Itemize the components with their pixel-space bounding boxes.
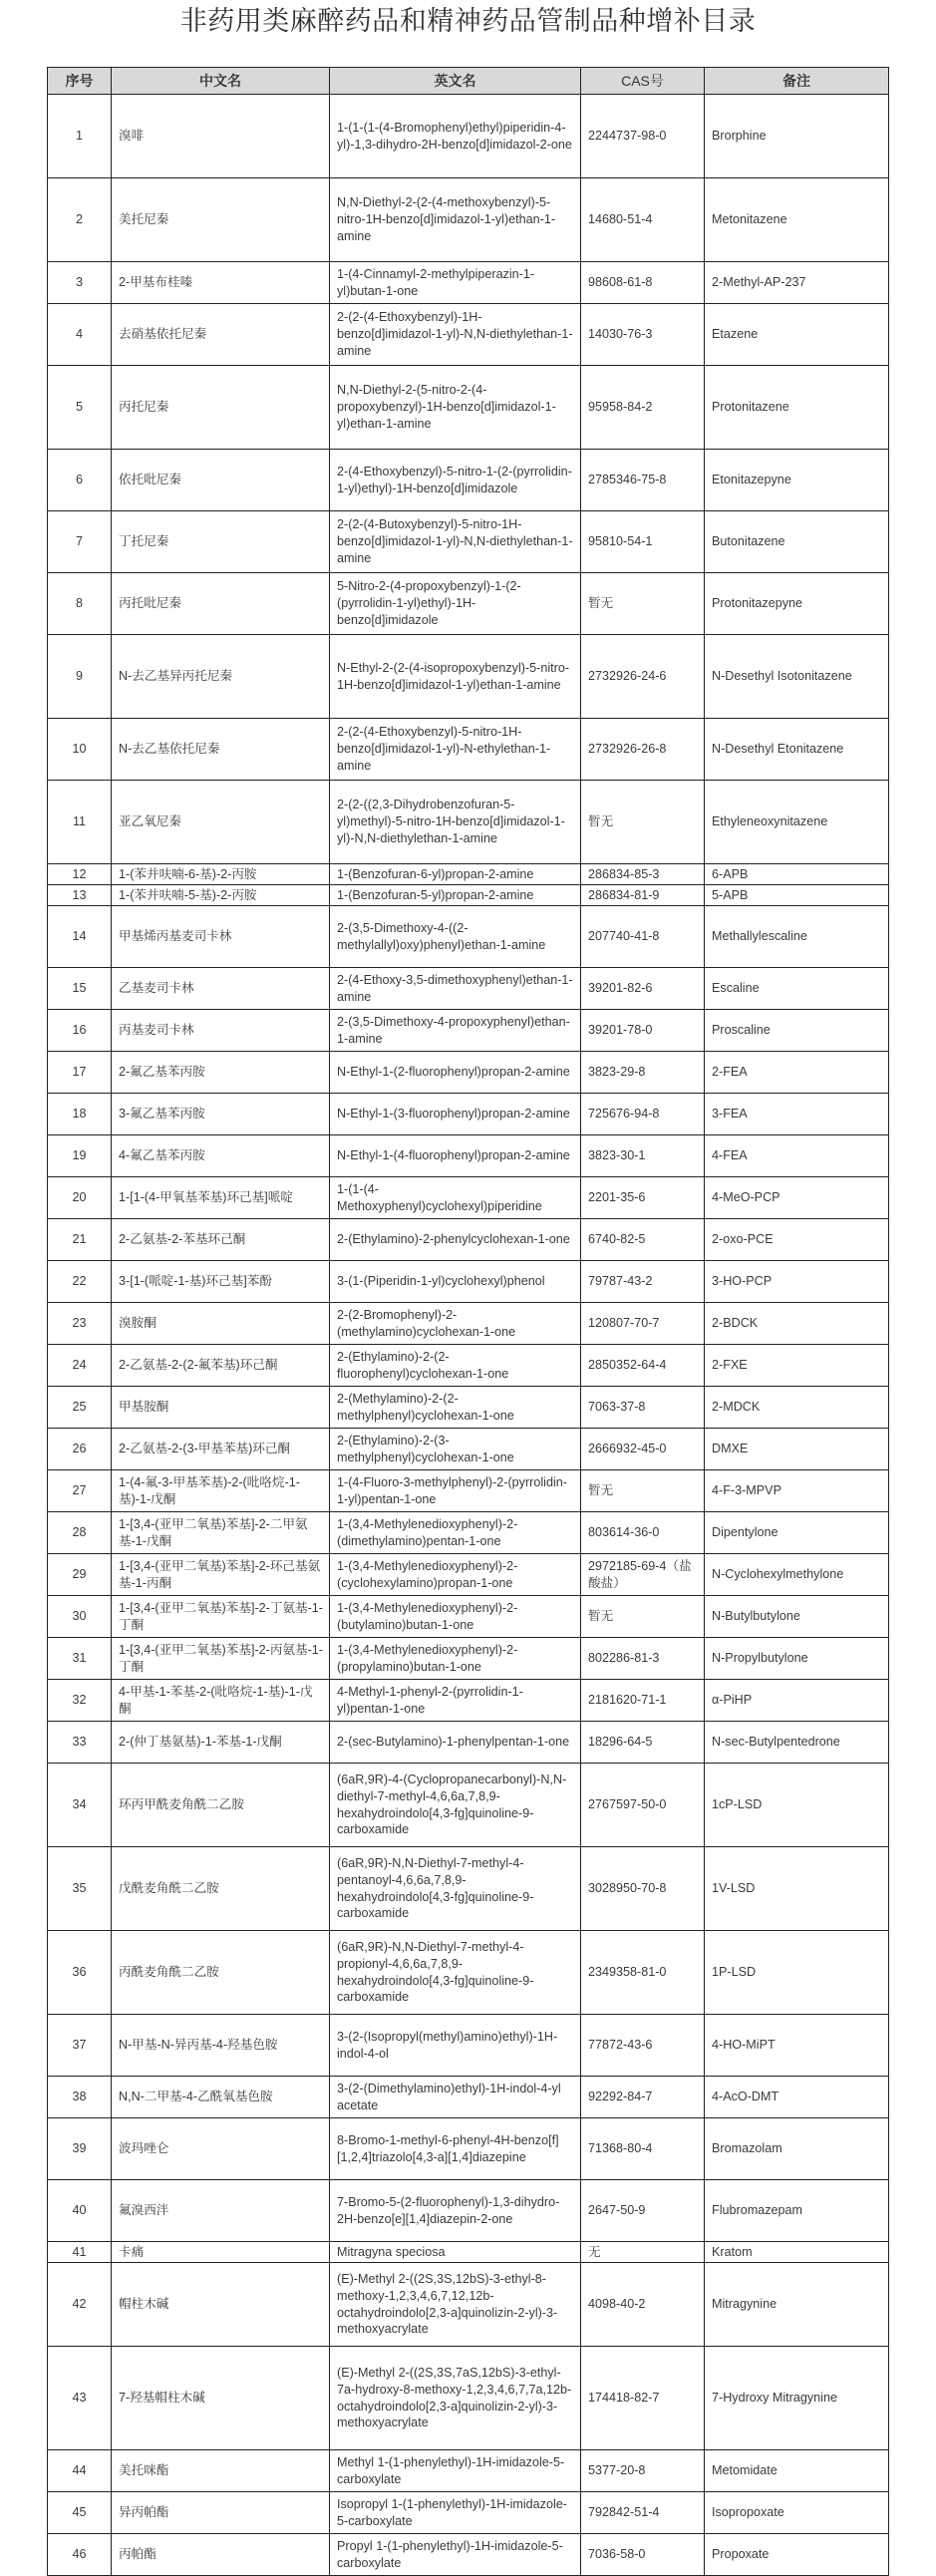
remarks-cell: 1V-LSD (705, 1847, 889, 1931)
chinese-name-cell: 7-羟基帽柱木碱 (112, 2347, 330, 2450)
table-row (48, 262, 889, 304)
chinese-name-cell: N-去乙基异丙托尼秦 (112, 635, 330, 719)
english-name-cell: 2-(Ethylamino)-2-(2-fluorophenyl)cyclohexan-1-one (330, 1345, 581, 1387)
serial-no-cell: 22 (48, 1261, 112, 1303)
chinese-name-cell: 亚乙氧尼秦 (112, 781, 330, 864)
header-remarks: 备注 (705, 68, 889, 95)
table-row (48, 573, 889, 635)
chinese-name-cell: 1-[3,4-(亚甲二氧基)苯基]-2-环己基氨基-1-丙酮 (112, 1554, 330, 1596)
chinese-name-cell: 波玛唑仑 (112, 2118, 330, 2180)
english-name-cell: (E)-Methyl 2-((2S,3S,7aS,12bS)-3-ethyl-7a-hydroxy-8-methoxy-1,2,3,4,6,7,7a,12b-octahydroindolo[2,3-a]quinolizin-2-yl)-3-methoxyacrylate (330, 2347, 581, 2450)
table-row (48, 2263, 889, 2347)
cas-number-cell: 暂无 (581, 573, 705, 635)
cas-number-cell: 2732926-24-6 (581, 635, 705, 719)
serial-no-cell: 43 (48, 2347, 112, 2450)
chinese-name-cell: 1-[3,4-(亚甲二氧基)苯基]-2-丙氨基-1-丁酮 (112, 1638, 330, 1680)
remarks-cell: 4-HO-MiPT (705, 2015, 889, 2077)
chinese-name-cell: 依托吡尼秦 (112, 450, 330, 511)
cas-number-cell: 792842-51-4 (581, 2492, 705, 2534)
serial-no-cell: 23 (48, 1303, 112, 1345)
english-name-cell: 7-Bromo-5-(2-fluorophenyl)-1,3-dihydro-2H-benzo[e][1,4]diazepin-2-one (330, 2180, 581, 2242)
cas-number-cell: 暂无 (581, 1596, 705, 1638)
table-row (48, 1052, 889, 1094)
remarks-cell: Escaline (705, 968, 889, 1010)
remarks-cell: N-Desethyl Etonitazene (705, 719, 889, 781)
english-name-cell: 5-Nitro-2-(4-propoxybenzyl)-1-(2-(pyrrolidin-1-yl)ethyl)-1H-benzo[d]imidazole (330, 573, 581, 635)
remarks-cell: Etonitazepyne (705, 450, 889, 511)
chinese-name-cell: 甲基胺酮 (112, 1387, 330, 1429)
header-cas-number: CAS号 (581, 68, 705, 95)
remarks-cell: 2-oxo-PCE (705, 1219, 889, 1261)
remarks-cell: 2-BDCK (705, 1303, 889, 1345)
remarks-cell: Mitragynine (705, 2263, 889, 2347)
english-name-cell: N-Ethyl-1-(3-fluorophenyl)propan-2-amine (330, 1094, 581, 1135)
header-serial-no: 序号 (48, 68, 112, 95)
table-row (48, 635, 889, 719)
cas-number-cell: 39201-82-6 (581, 968, 705, 1010)
table-row (48, 1345, 889, 1387)
table-row (48, 1596, 889, 1638)
cas-number-cell: 2850352-64-4 (581, 1345, 705, 1387)
page-title: 非药用类麻醉药品和精神药品管制品种增补目录 (179, 6, 757, 37)
table-row (48, 1177, 889, 1219)
remarks-cell: α-PiHP (705, 1680, 889, 1722)
cas-number-cell: 2201-35-6 (581, 1177, 705, 1219)
cas-number-cell: 95810-54-1 (581, 511, 705, 573)
chinese-name-cell: 美托咪酯 (112, 2450, 330, 2492)
cas-number-cell: 3823-29-8 (581, 1052, 705, 1094)
english-name-cell: 2-(2-(4-Ethoxybenzyl)-1H-benzo[d]imidazol-1-yl)-N,N-diethylethan-1-amine (330, 304, 581, 366)
chinese-name-cell: 丙基麦司卡林 (112, 1010, 330, 1052)
cas-number-cell: 725676-94-8 (581, 1094, 705, 1135)
english-name-cell: 4-Methyl-1-phenyl-2-(pyrrolidin-1-yl)pentan-1-one (330, 1680, 581, 1722)
chinese-name-cell: 帽柱木碱 (112, 2263, 330, 2347)
table-row (48, 1764, 889, 1847)
table-row (48, 1722, 889, 1764)
remarks-cell: 4-F-3-MPVP (705, 1470, 889, 1512)
cas-number-cell: 39201-78-0 (581, 1010, 705, 1052)
chinese-name-cell: 卡痛 (112, 2242, 330, 2263)
english-name-cell: 2-(2-(4-Butoxybenzyl)-5-nitro-1H-benzo[d]imidazol-1-yl)-N,N-diethylethan-1-amine (330, 511, 581, 573)
table-row (48, 2242, 889, 2263)
english-name-cell: 2-(4-Ethoxy-3,5-dimethoxyphenyl)ethan-1-amine (330, 968, 581, 1010)
serial-no-cell: 36 (48, 1931, 112, 2015)
remarks-cell: Methallylescaline (705, 906, 889, 968)
chinese-name-cell: 4-氟乙基苯丙胺 (112, 1135, 330, 1177)
table-row (48, 366, 889, 450)
english-name-cell: 2-(4-Ethoxybenzyl)-5-nitro-1-(2-(pyrrolidin-1-yl)ethyl)-1H-benzo[d]imidazole (330, 450, 581, 511)
table-row (48, 1387, 889, 1429)
serial-no-cell: 29 (48, 1554, 112, 1596)
table-row (48, 1512, 889, 1554)
table-row (48, 864, 889, 885)
english-name-cell: 1-(1-(4-Methoxyphenyl)cyclohexyl)piperidine (330, 1177, 581, 1219)
cas-number-cell: 2732926-26-8 (581, 719, 705, 781)
remarks-cell: Bromazolam (705, 2118, 889, 2180)
serial-no-cell: 35 (48, 1847, 112, 1931)
remarks-cell: Flubromazepam (705, 2180, 889, 2242)
table-row (48, 178, 889, 262)
english-name-cell: (E)-Methyl 2-((2S,3S,12bS)-3-ethyl-8-methoxy-1,2,3,4,6,7,12,12b-octahydroindolo[2,3-a]quinolizin-2-yl)-3-methoxyacrylate (330, 2263, 581, 2347)
english-name-cell: N-Ethyl-2-(2-(4-isopropoxybenzyl)-5-nitro-1H-benzo[d]imidazol-1-yl)ethan-1-amine (330, 635, 581, 719)
english-name-cell: Methyl 1-(1-phenylethyl)-1H-imidazole-5-carboxylate (330, 2450, 581, 2492)
cas-number-cell: 79787-43-2 (581, 1261, 705, 1303)
english-name-cell: Propyl 1-(1-phenylethyl)-1H-imidazole-5-carboxylate (330, 2534, 581, 2576)
serial-no-cell: 34 (48, 1764, 112, 1847)
remarks-cell: 7-Hydroxy Mitragynine (705, 2347, 889, 2450)
cas-number-cell: 286834-85-3 (581, 864, 705, 885)
chinese-name-cell: 环丙甲酰麦角酰二乙胺 (112, 1764, 330, 1847)
english-name-cell: 3-(2-(Dimethylamino)ethyl)-1H-indol-4-yl acetate (330, 2077, 581, 2118)
cas-number-cell: 207740-41-8 (581, 906, 705, 968)
cas-number-cell: 71368-80-4 (581, 2118, 705, 2180)
english-name-cell: 1-(Benzofuran-6-yl)propan-2-amine (330, 864, 581, 885)
remarks-cell: 4-AcO-DMT (705, 2077, 889, 2118)
chinese-name-cell: 丙帕酯 (112, 2534, 330, 2576)
english-name-cell: N-Ethyl-1-(4-fluorophenyl)propan-2-amine (330, 1135, 581, 1177)
table-row (48, 2450, 889, 2492)
english-name-cell: (6aR,9R)-4-(Cyclopropanecarbonyl)-N,N-diethyl-7-methyl-4,6,6a,7,8,9-hexahydroindolo[4,3-fg]quinoline-9-carboxamide (330, 1764, 581, 1847)
remarks-cell: 1P-LSD (705, 1931, 889, 2015)
serial-no-cell: 38 (48, 2077, 112, 2118)
serial-no-cell: 20 (48, 1177, 112, 1219)
serial-no-cell: 7 (48, 511, 112, 573)
remarks-cell: 4-FEA (705, 1135, 889, 1177)
serial-no-cell: 41 (48, 2242, 112, 2263)
remarks-cell: N-Butylbutylone (705, 1596, 889, 1638)
remarks-cell: Proscaline (705, 1010, 889, 1052)
english-name-cell: 2-(Ethylamino)-2-(3-methylphenyl)cyclohexan-1-one (330, 1429, 581, 1470)
serial-no-cell: 44 (48, 2450, 112, 2492)
english-name-cell: 2-(2-((2,3-Dihydrobenzofuran-5-yl)methyl)-5-nitro-1H-benzo[d]imidazol-1-yl)-N,N-diethylethan-1-amine (330, 781, 581, 864)
header-chinese-name: 中文名 (112, 68, 330, 95)
serial-no-cell: 15 (48, 968, 112, 1010)
table-row (48, 1429, 889, 1470)
table-row (48, 511, 889, 573)
chinese-name-cell: 1-[3,4-(亚甲二氧基)苯基]-2-二甲氨基-1-戊酮 (112, 1512, 330, 1554)
table-row (48, 1680, 889, 1722)
serial-no-cell: 30 (48, 1596, 112, 1638)
cas-number-cell: 95958-84-2 (581, 366, 705, 450)
chinese-name-cell: 乙基麦司卡林 (112, 968, 330, 1010)
serial-no-cell: 27 (48, 1470, 112, 1512)
cas-number-cell: 6740-82-5 (581, 1219, 705, 1261)
remarks-cell: N-sec-Butylpentedrone (705, 1722, 889, 1764)
serial-no-cell: 24 (48, 1345, 112, 1387)
table-row (48, 450, 889, 511)
chinese-name-cell: 3-氟乙基苯丙胺 (112, 1094, 330, 1135)
serial-no-cell: 21 (48, 1219, 112, 1261)
english-name-cell: 2-(Methylamino)-2-(2-methylphenyl)cyclohexan-1-one (330, 1387, 581, 1429)
table-header-row (48, 68, 889, 95)
table-row (48, 1303, 889, 1345)
table-row (48, 719, 889, 781)
remarks-cell: Propoxate (705, 2534, 889, 2576)
remarks-cell: N-Desethyl Isotonitazene (705, 635, 889, 719)
chinese-name-cell: 1-(苯并呋喃-6-基)-2-丙胺 (112, 864, 330, 885)
english-name-cell: 1-(4-Fluoro-3-methylphenyl)-2-(pyrrolidin-1-yl)pentan-1-one (330, 1470, 581, 1512)
cas-number-cell: 18296-64-5 (581, 1722, 705, 1764)
serial-no-cell: 10 (48, 719, 112, 781)
chinese-name-cell: 2-氟乙基苯丙胺 (112, 1052, 330, 1094)
table-row (48, 885, 889, 906)
remarks-cell: Metomidate (705, 2450, 889, 2492)
english-name-cell: 2-(3,5-Dimethoxy-4-propoxyphenyl)ethan-1-amine (330, 1010, 581, 1052)
cas-number-cell: 14680-51-4 (581, 178, 705, 262)
english-name-cell: 1-(3,4-Methylenedioxyphenyl)-2-(dimethylamino)pentan-1-one (330, 1512, 581, 1554)
cas-number-cell: 174418-82-7 (581, 2347, 705, 2450)
serial-no-cell: 39 (48, 2118, 112, 2180)
table-row (48, 1094, 889, 1135)
english-name-cell: 1-(3,4-Methylenedioxyphenyl)-2-(cyclohexylamino)propan-1-one (330, 1554, 581, 1596)
chinese-name-cell: 2-乙氨基-2-(3-甲基苯基)环己酮 (112, 1429, 330, 1470)
serial-no-cell: 28 (48, 1512, 112, 1554)
chinese-name-cell: 戊酰麦角酰二乙胺 (112, 1847, 330, 1931)
cas-number-cell: 7063-37-8 (581, 1387, 705, 1429)
cas-number-cell: 2244737-98-0 (581, 95, 705, 178)
chinese-name-cell: 美托尼秦 (112, 178, 330, 262)
serial-no-cell: 18 (48, 1094, 112, 1135)
english-name-cell: 1-(1-(1-(4-Bromophenyl)ethyl)piperidin-4-yl)-1,3-dihydro-2H-benzo[d]imidazol-2-one (330, 95, 581, 178)
cas-number-cell: 2767597-50-0 (581, 1764, 705, 1847)
cas-number-cell: 无 (581, 2242, 705, 2263)
table-row (48, 2180, 889, 2242)
serial-no-cell: 31 (48, 1638, 112, 1680)
english-name-cell: 2-(sec-Butylamino)-1-phenylpentan-1-one (330, 1722, 581, 1764)
table-row (48, 2077, 889, 2118)
table-row (48, 781, 889, 864)
remarks-cell: N-Cyclohexylmethylone (705, 1554, 889, 1596)
serial-no-cell: 37 (48, 2015, 112, 2077)
english-name-cell: 1-(Benzofuran-5-yl)propan-2-amine (330, 885, 581, 906)
chinese-name-cell: 丙托尼秦 (112, 366, 330, 450)
remarks-cell: Brorphine (705, 95, 889, 178)
table-row (48, 1219, 889, 1261)
serial-no-cell: 12 (48, 864, 112, 885)
table-row (48, 2492, 889, 2534)
english-name-cell: N-Ethyl-1-(2-fluorophenyl)propan-2-amine (330, 1052, 581, 1094)
cas-number-cell: 5377-20-8 (581, 2450, 705, 2492)
chinese-name-cell: N-甲基-N-异丙基-4-羟基色胺 (112, 2015, 330, 2077)
cas-number-cell: 2972185-69-4（盐酸盐） (581, 1554, 705, 1596)
remarks-cell: Dipentylone (705, 1512, 889, 1554)
serial-no-cell: 13 (48, 885, 112, 906)
serial-no-cell: 26 (48, 1429, 112, 1470)
table-row (48, 95, 889, 178)
cas-number-cell: 2647-50-9 (581, 2180, 705, 2242)
english-name-cell: 2-(Ethylamino)-2-phenylcyclohexan-1-one (330, 1219, 581, 1261)
remarks-cell: N-Propylbutylone (705, 1638, 889, 1680)
serial-no-cell: 17 (48, 1052, 112, 1094)
remarks-cell: 2-Methyl-AP-237 (705, 262, 889, 304)
chinese-name-cell: N,N-二甲基-4-乙酰氧基色胺 (112, 2077, 330, 2118)
table-row (48, 1470, 889, 1512)
english-name-cell: 2-(2-Bromophenyl)-2-(methylamino)cyclohexan-1-one (330, 1303, 581, 1345)
chinese-name-cell: 2-甲基布桂嗪 (112, 262, 330, 304)
english-name-cell: 1-(4-Cinnamyl-2-methylpiperazin-1-yl)butan-1-one (330, 262, 581, 304)
serial-no-cell: 8 (48, 573, 112, 635)
cas-number-cell: 暂无 (581, 781, 705, 864)
chinese-name-cell: 异丙帕酯 (112, 2492, 330, 2534)
serial-no-cell: 16 (48, 1010, 112, 1052)
remarks-cell: 3-FEA (705, 1094, 889, 1135)
english-name-cell: 2-(2-(4-Ethoxybenzyl)-5-nitro-1H-benzo[d]imidazol-1-yl)-N-ethylethan-1-amine (330, 719, 581, 781)
table-row (48, 2118, 889, 2180)
english-name-cell: 1-(3,4-Methylenedioxyphenyl)-2-(butylamino)butan-1-one (330, 1596, 581, 1638)
cas-number-cell: 3823-30-1 (581, 1135, 705, 1177)
table-row (48, 1931, 889, 2015)
cas-number-cell: 暂无 (581, 1470, 705, 1512)
remarks-cell: Kratom (705, 2242, 889, 2263)
cas-number-cell: 286834-81-9 (581, 885, 705, 906)
substance-table (47, 67, 889, 2576)
serial-no-cell: 14 (48, 906, 112, 968)
serial-no-cell: 9 (48, 635, 112, 719)
chinese-name-cell: 2-乙氨基-2-(2-氟苯基)环己酮 (112, 1345, 330, 1387)
cas-number-cell: 2349358-81-0 (581, 1931, 705, 2015)
cas-number-cell: 98608-61-8 (581, 262, 705, 304)
remarks-cell: Protonitazepyne (705, 573, 889, 635)
table-row (48, 1135, 889, 1177)
serial-no-cell: 4 (48, 304, 112, 366)
english-name-cell: 3-(1-(Piperidin-1-yl)cyclohexyl)phenol (330, 1261, 581, 1303)
chinese-name-cell: 2-(仲丁基氨基)-1-苯基-1-戊酮 (112, 1722, 330, 1764)
cas-number-cell: 2785346-75-8 (581, 450, 705, 511)
english-name-cell: Mitragyna speciosa (330, 2242, 581, 2263)
table-row (48, 1010, 889, 1052)
table-row (48, 1847, 889, 1931)
remarks-cell: 6-APB (705, 864, 889, 885)
remarks-cell: 5-APB (705, 885, 889, 906)
table-row (48, 2534, 889, 2576)
english-name-cell: 3-(2-(Isopropyl(methyl)amino)ethyl)-1H-indol-4-ol (330, 2015, 581, 2077)
chinese-name-cell: 甲基烯丙基麦司卡林 (112, 906, 330, 968)
serial-no-cell: 46 (48, 2534, 112, 2576)
chinese-name-cell: 丙酰麦角酰二乙胺 (112, 1931, 330, 2015)
table-row (48, 2347, 889, 2450)
remarks-cell: Isopropoxate (705, 2492, 889, 2534)
cas-number-cell: 92292-84-7 (581, 2077, 705, 2118)
chinese-name-cell: 1-[1-(4-甲氧基苯基)环己基]哌啶 (112, 1177, 330, 1219)
remarks-cell: Ethyleneoxynitazene (705, 781, 889, 864)
remarks-cell: 2-FXE (705, 1345, 889, 1387)
table-row (48, 1638, 889, 1680)
english-name-cell: (6aR,9R)-N,N-Diethyl-7-methyl-4-pentanoyl-4,6,6a,7,8,9-hexahydroindolo[4,3-fg]quinoline-9-carboxamide (330, 1847, 581, 1931)
chinese-name-cell: 4-甲基-1-苯基-2-(吡咯烷-1-基)-1-戊酮 (112, 1680, 330, 1722)
chinese-name-cell: 丙托吡尼秦 (112, 573, 330, 635)
header-english-name: 英文名 (330, 68, 581, 95)
chinese-name-cell: 1-(4-氟-3-甲基苯基)-2-(吡咯烷-1-基)-1-戊酮 (112, 1470, 330, 1512)
cas-number-cell: 14030-76-3 (581, 304, 705, 366)
chinese-name-cell: 溴啡 (112, 95, 330, 178)
serial-no-cell: 42 (48, 2263, 112, 2347)
english-name-cell: 1-(3,4-Methylenedioxyphenyl)-2-(propylamino)butan-1-one (330, 1638, 581, 1680)
table-row (48, 304, 889, 366)
serial-no-cell: 3 (48, 262, 112, 304)
table-row (48, 1554, 889, 1596)
remarks-cell: 2-FEA (705, 1052, 889, 1094)
remarks-cell: 4-MeO-PCP (705, 1177, 889, 1219)
table-row (48, 906, 889, 968)
chinese-name-cell: 1-[3,4-(亚甲二氧基)苯基]-2-丁氨基-1-丁酮 (112, 1596, 330, 1638)
english-name-cell: (6aR,9R)-N,N-Diethyl-7-methyl-4-propionyl-4,6,6a,7,8,9-hexahydroindolo[4,3-fg]quinoline-9-carboxamide (330, 1931, 581, 2015)
cas-number-cell: 4098-40-2 (581, 2263, 705, 2347)
cas-number-cell: 7036-58-0 (581, 2534, 705, 2576)
serial-no-cell: 40 (48, 2180, 112, 2242)
english-name-cell: N,N-Diethyl-2-(2-(4-methoxybenzyl)-5-nitro-1H-benzo[d]imidazol-1-yl)ethan-1-amine (330, 178, 581, 262)
table-row (48, 2015, 889, 2077)
remarks-cell: Protonitazene (705, 366, 889, 450)
chinese-name-cell: 丁托尼秦 (112, 511, 330, 573)
chinese-name-cell: 氟溴西泮 (112, 2180, 330, 2242)
cas-number-cell: 3028950-70-8 (581, 1847, 705, 1931)
chinese-name-cell: N-去乙基依托尼秦 (112, 719, 330, 781)
remarks-cell: 1cP-LSD (705, 1764, 889, 1847)
serial-no-cell: 6 (48, 450, 112, 511)
remarks-cell: 2-MDCK (705, 1387, 889, 1429)
chinese-name-cell: 溴胺酮 (112, 1303, 330, 1345)
remarks-cell: Etazene (705, 304, 889, 366)
english-name-cell: 8-Bromo-1-methyl-6-phenyl-4H-benzo[f][1,2,4]triazolo[4,3-a][1,4]diazepine (330, 2118, 581, 2180)
remarks-cell: Metonitazene (705, 178, 889, 262)
english-name-cell: N,N-Diethyl-2-(5-nitro-2-(4-propoxybenzyl)-1H-benzo[d]imidazol-1-yl)ethan-1-amine (330, 366, 581, 450)
chinese-name-cell: 1-(苯并呋喃-5-基)-2-丙胺 (112, 885, 330, 906)
table-row (48, 968, 889, 1010)
serial-no-cell: 1 (48, 95, 112, 178)
serial-no-cell: 19 (48, 1135, 112, 1177)
remarks-cell: 3-HO-PCP (705, 1261, 889, 1303)
serial-no-cell: 2 (48, 178, 112, 262)
remarks-cell: DMXE (705, 1429, 889, 1470)
cas-number-cell: 802286-81-3 (581, 1638, 705, 1680)
chinese-name-cell: 2-乙氨基-2-苯基环己酮 (112, 1219, 330, 1261)
chinese-name-cell: 去硝基依托尼秦 (112, 304, 330, 366)
remarks-cell: Butonitazene (705, 511, 889, 573)
cas-number-cell: 2666932-45-0 (581, 1429, 705, 1470)
cas-number-cell: 2181620-71-1 (581, 1680, 705, 1722)
serial-no-cell: 45 (48, 2492, 112, 2534)
cas-number-cell: 120807-70-7 (581, 1303, 705, 1345)
chinese-name-cell: 3-[1-(哌啶-1-基)环己基]苯酚 (112, 1261, 330, 1303)
english-name-cell: 2-(3,5-Dimethoxy-4-((2-methylallyl)oxy)phenyl)ethan-1-amine (330, 906, 581, 968)
english-name-cell: Isopropyl 1-(1-phenylethyl)-1H-imidazole-5-carboxylate (330, 2492, 581, 2534)
serial-no-cell: 25 (48, 1387, 112, 1429)
serial-no-cell: 33 (48, 1722, 112, 1764)
serial-no-cell: 5 (48, 366, 112, 450)
serial-no-cell: 32 (48, 1680, 112, 1722)
cas-number-cell: 803614-36-0 (581, 1512, 705, 1554)
table-row (48, 1261, 889, 1303)
cas-number-cell: 77872-43-6 (581, 2015, 705, 2077)
serial-no-cell: 11 (48, 781, 112, 864)
